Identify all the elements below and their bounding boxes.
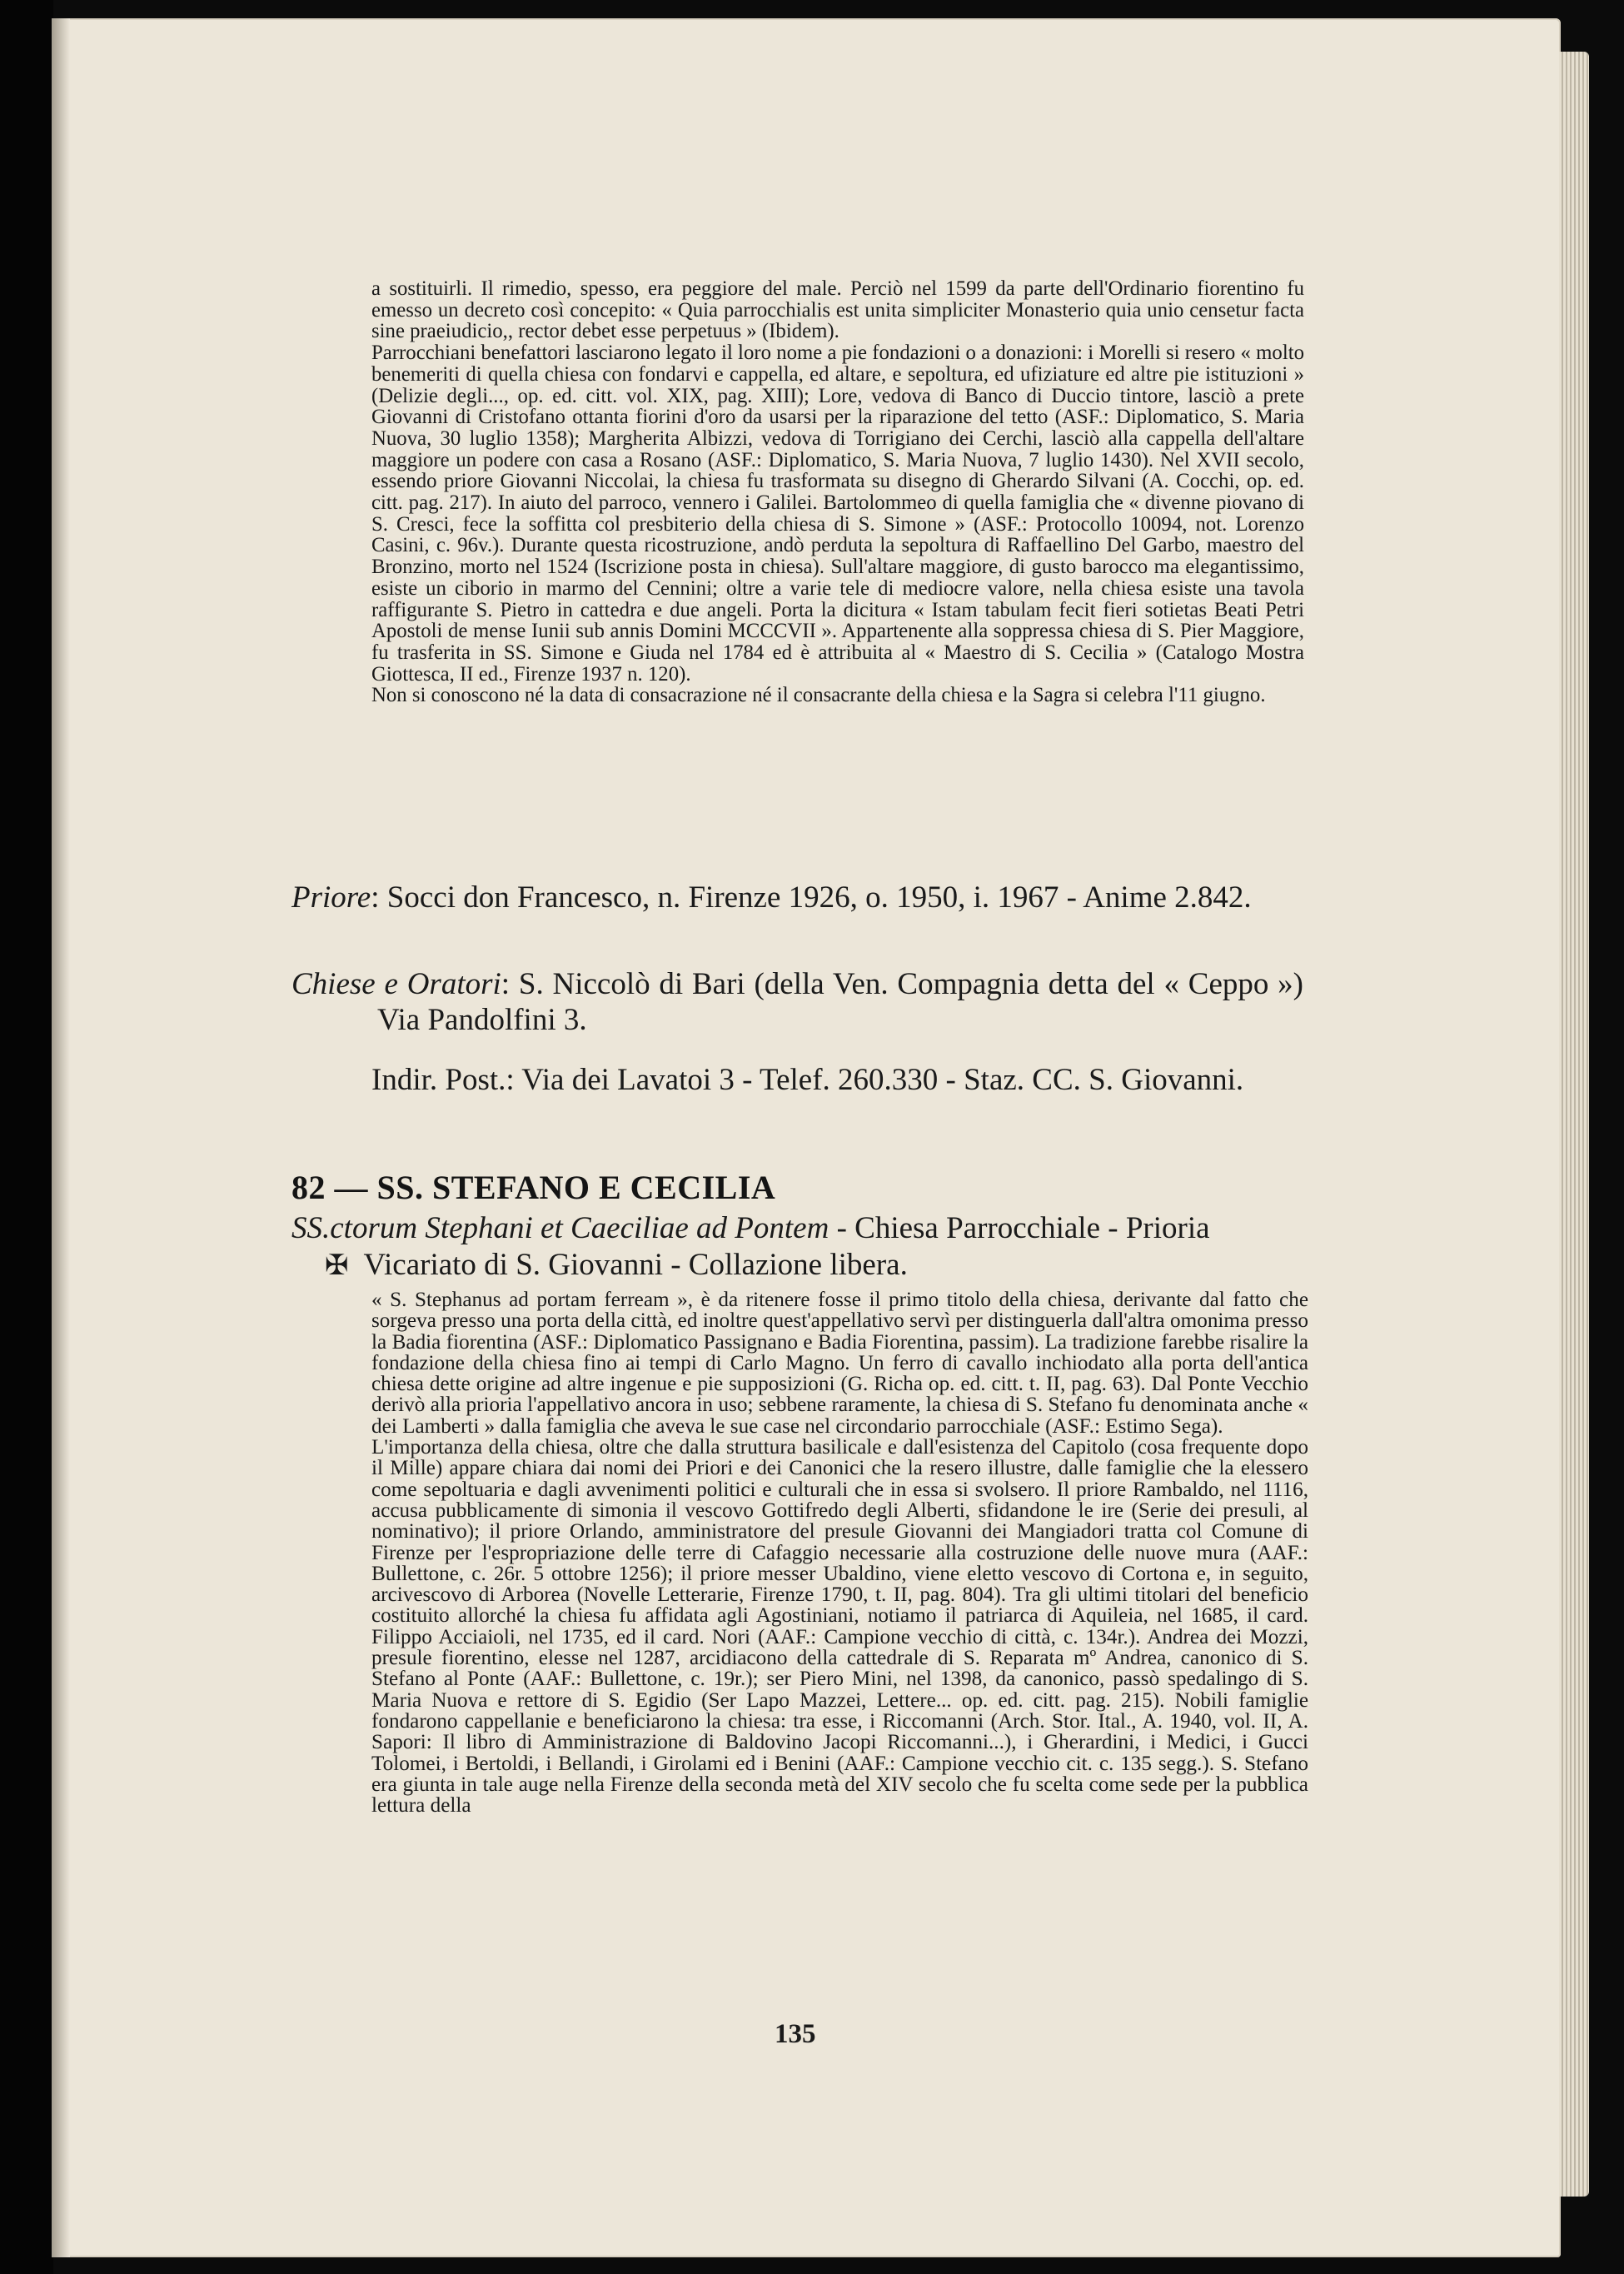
subtitle-rest: - Chiesa Parrocchiale - Prioria — [829, 1211, 1210, 1245]
paragraph: L'importanza della chiesa, oltre che dalla struttura basilicale e dall'esistenza del Capitolo (cosa frequente dopo il Mille) appare chiara dai nomi dei Priori e dei Canonici che la resero illustre, dalle famiglie che la elessero come sepoltuaria e dagli avvenimenti politici e culturali che in essa si svolsero. Il priore Rambaldo, nel 1116, accusa pubblicamente di simonia il vescovo Gottifredo degli Alberti, sfidandone le ire (Serie dei presuli, al nominativo); il priore Orlando, amministratore del presule Giovanni dei Mangiadori tratta col Comune di Firenze per l'espropriazione delle terre di Cafaggio necessarie alla costruzione delle nuove mura (AAF.: Bullettone, c. 26r. 5 ottobre 1256); il priore messer Ubaldino, viene eletto vescovo di Cortona e, in seguito, arcivescovo di Arborea (Novelle Letterarie, Firenze 1790, t. II, pag. 804). Tra gli ultimi titolari del beneficio costituito allorché la chiesa fu affidata agli Agostiniani, notiamo il patriarca di Aquileia, nel 1685, il card. Filippo Acciaioli, nel 1735, ed il card. Nori (AAF.: Campione vecchio di città, c. 134r.). Andrea dei Mozzi, presule fiorentino, elesse nel 1287, arcidiacono della cattedrale di S. Reparata mº Andrea, canonico di S. Stefano al Ponte (AAF.: Bullettone, c. 19r.); ser Piero Mini, nel 1398, da canonico, passò spedalingo di S. Maria Nuova e rettore di S. Egidio (Ser Lapo Mazzei, Lettere... op. ed. citt. pag. 215). Nobili famiglie fondarono cappellanie e beneficiarono la chiesa: tra esse, i Riccomanni (Arch. Stor. Ital., A. 1940, vol. II, A. Sapori: Il libro di Amministrazione di Baldovino Jacopi Riccomanni...), i Gherardini, i Medici, i Gucci Tolomei, i Bertoldi, i Bellandi, i Girolami ed i Benini (AAF.: Campione vecchio cit. c. 135 segg.). S. Stefano era giunta in tale auge nella Firenze della seconda metà del XIV secolo che fu scelta come sede per la pubblica lettura della — [371, 1436, 1308, 1818]
paragraph: a sostituirli. Il rimedio, spesso, era peggiore del male. Perciò nel 1599 da parte dell'Ordinario fiorentino fu emesso un decreto così concepito: « Quia parrocchialis est unita simpliciter Monasterio quia unio censetur facta sine praeiudicio,, rector debet esse perpetuus » (Ibidem). — [371, 277, 1304, 343]
bottom-text-block — [371, 1289, 1308, 1816]
paragraph: Non si conoscono né la data di consacrazione né il consacrante della chiesa e la Sagra si celebra l'11 giugno. — [371, 684, 1266, 707]
latin-title: SS.ctorum Stephani et Caeciliae ad Pontem — [291, 1211, 829, 1245]
cross-icon: ✠ — [325, 1250, 349, 1281]
paragraph: « S. Stephanus ad portam ferream », è da ritenere fosse il primo titolo della chiesa, derivante dal fatto che sorgeva presso una porta della città, ed inoltre quest'appellativo servì per distinguerla dall'altra omonima presso la Badia fiorentina (ASF.: Diplomatico Passignano e Badia Fiorentina, passim). La tradizione farebbe risalire la fondazione della chiesa fino ai tempi di Carlo Magno. Un ferro di cavallo inchiodato alla porta dell'antica chiesa dette origine ad altre ingenue e pie supposizioni (G. Richa op. ed. citt. t. II, pag. 63). Dal Ponte Vecchio derivò alla prioria l'appellativo ancora in uso; sebbene raramente, la chiesa di S. Stefano fu denominata anche « dei Lamberti » dalla famiglia che aveva le sue case nel circondario parrocchiale (ASF.: Estimo Sega). — [371, 1289, 1308, 1438]
address-text: Indir. Post.: Via dei Lavatoi 3 - Telef. 260.330 - Staz. CC. S. Giovanni. — [371, 1063, 1244, 1097]
paragraph: Parrocchiani benefattori lasciarono legato il loro nome a pie fondazioni o a donazioni: i Morelli si resero « molto benemeriti di quella chiesa con fondarvi e cappella, ed altare, e sepoltura, ed ufiziature ed altre pie istituzioni » (Delizie degli..., op. ed. citt. vol. XIX, pag. XIII); Lore, vedova di Banco di Duccio tintore, lasciò a prete Giovanni di Cristofano ottanta fiorini d'oro da usarsi per la riparazione del tetto (ASF.: Diplomatico, S. Maria Nuova, 30 luglio 1358); Margherita Albizzi, vedova di Torrigiano dei Cerchi, lasciò alla cappella dell'altare maggiore un podere con casa a Rosano (ASF.: Diplomatico, S. Maria Nuova, 7 luglio 1430). Nel XVII secolo, essendo priore Giovanni Niccolai, la chiesa fu trasformata su disegno di Gherardo Silvani (A. Cocchi, op. ed. citt. pag. 217). In aiuto del parroco, vennero i Galilei. Bartolommeo di quella famiglia che « divenne piovano di S. Cresci, fece la soffitta col presbiterio della chiesa di S. Simone » (ASF.: Protocollo 10094, not. Lorenzo Casini, c. 96v.). Durante questa ricostruzione, andò perduta la sepoltura di Raffaellino Del Garbo, maestro del Bronzino, morto nel 1524 (Iscrizione posta in chiesa). Sull'altare maggiore, di gusto barocco ma elegantissimo, esiste un ciborio in marmo del Cennini; oltre a varie tele di mediocre valore, nella chiesa esiste una tavola raffigurante S. Pietro in cattedra e due angeli. Porta la dicitura « Istam tabulam fecit fieri sotietas Beati Petri Apostoli de mense Iunii sub annis Domini MCCCVII ». Appartenente alla soppressa chiesa di S. Pier Maggiore, fu trasferita in SS. Simone e Giuda nel 1784 ed è attribuita al « Maestro di S. Cecilia » (Catalogo Mostra Giottesca, II ed., Firenze 1937 n. 120). — [371, 342, 1304, 686]
background-left — [0, 0, 53, 2274]
section-heading: 82 — SS. STEFANO E CECILIA — [291, 1169, 776, 1206]
priore-entry: Priore: Socci don Francesco, n. Firenze 1926, o. 1950, i. 1967 - Anime 2.842. — [291, 880, 1252, 915]
chiese-label: Chiese e Oratori — [291, 967, 501, 1001]
page-spine-shadow — [52, 18, 70, 2257]
priore-text: Socci don Francesco, n. Firenze 1926, o. 1950, i. 1967 - Anime 2.842. — [386, 880, 1252, 915]
subtitle-line2: Vicariato di S. Giovanni - Collazione libera. — [363, 1248, 908, 1282]
chiese-text: S. Niccolò di Bari (della Ven. Compagnia detta del « Ceppo ») Via Pandolfini 3. — [377, 967, 1303, 1037]
page-number: 135 — [775, 2019, 816, 2049]
section-subtitle — [291, 1210, 1303, 1284]
chiese-entry: Chiese e Oratori: S. Niccolò di Bari (della Ven. Compagnia detta del « Ceppo ») Via Pandolfini 3. — [291, 967, 1303, 1037]
page-stack-edge — [1559, 52, 1589, 2197]
address-entry — [371, 1062, 1304, 1098]
top-text-block — [371, 278, 1304, 706]
priore-label: Priore — [291, 880, 371, 915]
